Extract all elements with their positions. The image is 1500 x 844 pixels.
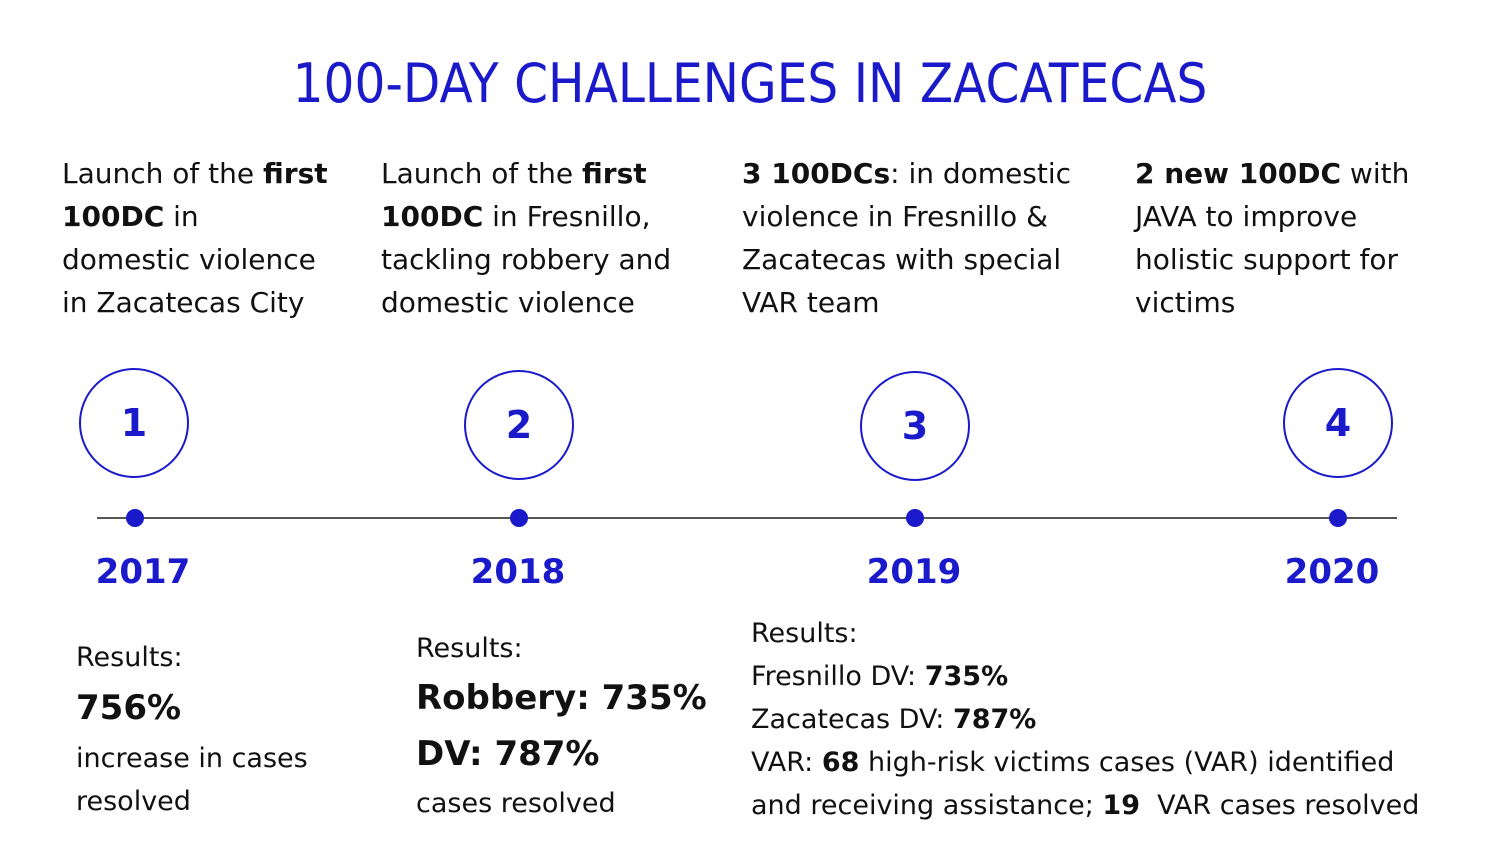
desc-text: domestic violence — [381, 286, 635, 319]
results-value-robbery: Robbery: 735% — [416, 678, 707, 718]
desc-text: in Zacatecas City — [62, 286, 305, 319]
desc-bold: 100DC — [62, 200, 165, 233]
results-label: Results: — [751, 618, 858, 649]
desc-text: tackling robbery and — [381, 243, 672, 276]
results-text: and receiving assistance; — [751, 790, 1103, 821]
year-2020: 2020 — [1284, 552, 1380, 592]
desc-text: in Fresnillo, — [483, 200, 651, 233]
desc-text: in — [164, 200, 199, 233]
results-text: high-risk victims cases (VAR) identified — [859, 747, 1395, 778]
milestone-1-results — [76, 636, 308, 823]
results-value: 787% — [952, 704, 1037, 735]
milestone-2-number-circle: 2 — [464, 370, 574, 480]
results-label: Results: — [76, 642, 183, 673]
milestone-3-number-circle: 3 — [860, 371, 970, 481]
results-value: 735% — [924, 661, 1009, 692]
timeline-dot-1 — [126, 509, 144, 527]
desc-text: : in domestic — [890, 157, 1072, 190]
milestone-2-results — [416, 628, 707, 826]
desc-text: holistic support for — [1135, 243, 1398, 276]
desc-text: Launch of the — [62, 157, 264, 190]
milestone-3-description — [742, 152, 1071, 324]
page-title: 100-DAY CHALLENGES IN ZACATECAS — [292, 52, 1208, 115]
year-2018: 2018 — [470, 552, 566, 592]
results-label: Results: — [416, 633, 523, 664]
year-2019: 2019 — [866, 552, 962, 592]
milestone-3-results — [751, 612, 1419, 827]
desc-text: Launch of the — [381, 157, 583, 190]
desc-bold: 2 new 100DC — [1135, 157, 1342, 190]
results-text: VAR: — [751, 747, 822, 778]
results-value-dv: DV: 787% — [416, 734, 600, 774]
results-value: 756% — [76, 688, 182, 728]
desc-bold: first — [582, 157, 647, 190]
timeline-dot-4 — [1329, 509, 1347, 527]
milestone-4-number-circle: 4 — [1283, 368, 1393, 478]
desc-text: violence in Fresnillo & — [742, 200, 1048, 233]
milestone-1-description — [62, 152, 328, 324]
desc-text: JAVA to improve — [1135, 200, 1358, 233]
desc-bold: first — [263, 157, 328, 190]
results-text: increase in cases — [76, 743, 308, 774]
milestone-2-description — [381, 152, 671, 324]
results-value: 19 — [1102, 790, 1140, 821]
desc-bold: 100DC — [381, 200, 484, 233]
results-text: VAR cases resolved — [1139, 790, 1420, 821]
desc-text: VAR team — [742, 286, 880, 319]
results-value: 68 — [821, 747, 860, 778]
desc-text: Zacatecas with special — [742, 243, 1062, 276]
timeline-line — [97, 517, 1397, 519]
desc-bold: 3 100DCs — [742, 157, 891, 190]
year-2017: 2017 — [95, 552, 191, 592]
results-text: cases resolved — [416, 788, 616, 819]
milestone-4-description — [1135, 152, 1409, 324]
desc-text: with — [1341, 157, 1410, 190]
desc-text: domestic violence — [62, 243, 316, 276]
milestone-1-number-circle: 1 — [79, 368, 189, 478]
results-text: Fresnillo DV: — [751, 661, 925, 692]
results-text: Zacatecas DV: — [751, 704, 953, 735]
timeline-dot-3 — [906, 509, 924, 527]
results-text: resolved — [76, 786, 191, 817]
timeline-dot-2 — [510, 509, 528, 527]
desc-text: victims — [1135, 286, 1236, 319]
